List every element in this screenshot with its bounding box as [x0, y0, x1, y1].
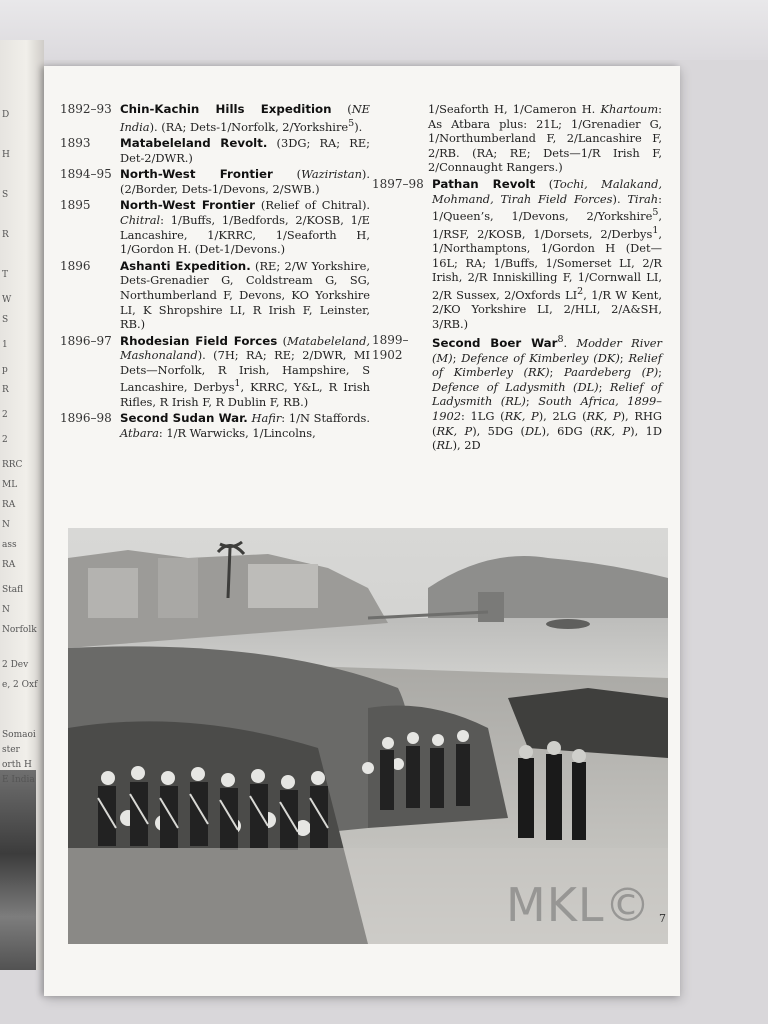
left-page-text-fragment: E India	[2, 775, 35, 785]
entry-title: Chin-Kachin Hills Expedition	[120, 102, 332, 116]
entry-body: Chin-Kachin Hills Expedition (NE India). (RA; Dets-1/Norfolk, 2/Yorkshire$^5$).	[120, 102, 370, 134]
left-page-text-fragment: R	[2, 230, 9, 240]
entry-year: 1897–98	[372, 176, 424, 191]
entry-pathan	[372, 177, 662, 331]
entry-year: 1892–93	[60, 102, 112, 116]
entry-body: Rhodesian Field Forces (Matabeleland, Mashonaland). (7H; RA; RE; 2/DWR, MI Dets—Norfolk, R Irish, Hampshire, S Lancashire, Derbys$^1$, KRRC, Y&L, R Irish Rifles, R Irish F, R Dublin F, RB.)	[120, 333, 370, 409]
entry-year: 1893	[60, 135, 91, 150]
left-page-edge	[0, 40, 44, 970]
background	[0, 0, 768, 60]
entry-rhodesian	[60, 334, 370, 410]
left-page-text-fragment: ML	[2, 480, 18, 490]
entry-title: Second Sudan War.	[120, 411, 248, 426]
entry-body: Second Sudan War. Hafir: 1/N Staffords. Atbara: 1/R Warwicks, 1/Lincolns,	[120, 411, 370, 441]
left-page-text-fragment: RA	[2, 560, 16, 570]
entry-body: Ashanti Expedition. (RE; 2/W Yorkshire, Dets-Grenadier G, Coldstream G, SG, Northumberland F, Devons, KO Yorkshire LI, K Shropshire LI, R Irish F, Leinster, RB.)	[120, 258, 371, 332]
left-page-text-fragment: e, 2 Oxf	[2, 680, 38, 690]
entry-body: North-West Frontier (Waziristan). (2/Border, Dets-1/Devons, 2/SWB.)	[120, 167, 370, 196]
left-page-text-fragment: N	[2, 520, 10, 530]
left-page-text-fragment: Norfolk	[2, 625, 37, 635]
left-page-text-fragment: p	[2, 365, 8, 375]
left-page-text-fragment: ass	[2, 540, 17, 550]
entry-matabeleland	[60, 136, 370, 165]
left-page-text-fragment: ster	[2, 745, 20, 755]
entry-year: 1896	[60, 258, 91, 273]
left-page-text-fragment: 2 Dev	[2, 660, 29, 670]
entry-chin-kachin	[60, 102, 370, 134]
sudan-continuation: 1/Seaforth H, 1/Cameron H. Khartoum: As Atbara plus: 21L; 1/Grenadier G, 1/Northumberland F, 2/Lancashire F, 2/RB. (RA; RE; Dets—1/R Irish F, 2/Connaught Rangers.)	[428, 102, 662, 175]
entry-boer-war	[372, 333, 662, 453]
left-page-text-fragment: 2	[2, 410, 8, 420]
book-page	[44, 66, 680, 996]
entry-year: 1895	[60, 198, 91, 213]
left-page-text-fragment: R	[2, 385, 9, 395]
entry-nwf-1894	[60, 167, 370, 196]
page-number: 7	[659, 912, 666, 925]
left-page-text-fragment: T	[2, 270, 9, 280]
left-page-text-fragment: 1	[2, 340, 8, 350]
left-page-text-fragment: RRC	[2, 460, 23, 470]
entry-title: Rhodesian Field Forces	[120, 333, 278, 348]
left-page-text-fragment: D	[2, 110, 10, 120]
entry-ashanti	[60, 259, 370, 332]
left-page-photo-fragment	[0, 770, 36, 970]
entry-title: Second Boer War	[432, 336, 558, 351]
entry-body: North-West Frontier (Relief of Chitral). Chitral: 1/Buffs, 1/Bedfords, 2/KOSB, 1/E Lancashire, 1/KRRC, 1/Seaforth H, 1/Gordon H. (Det-1/Devons.)	[120, 198, 371, 257]
left-page-text-fragment: orth H	[2, 760, 32, 770]
entry-title: Matabeleland Revolt.	[120, 135, 268, 150]
left-page-text-fragment: W	[2, 295, 12, 305]
entry-nwf-1895	[60, 198, 370, 256]
entry-year: 1896–97	[60, 333, 112, 348]
watermark: MKL©	[506, 878, 652, 932]
entry-body: Pathan Revolt (Tochi, Malakand, Mohmand, Tirah Field Forces). Tirah: 1/Queen’s, 1/Devons, 2/Yorkshire$^5$, 1/RSF, 2/KOSB, 1/Dorsets, 2/Derbys$^1$, 1/Northamptons, 1/Gordon H (Det—16L; RA; 1/Buffs, 1/Somerset LI, 2/R Irish, 2/R Inniskilling F, 1/Cornwall LI, 2/R Sussex, 2/Oxfords $LI^2$, 1/R W Kent, 2/KO Yorkshire LI, 2/HLI, 2/A&SH, 3/RB.)	[432, 176, 662, 331]
left-page-text-fragment: N	[2, 605, 10, 615]
entry-year: 1896–98	[60, 411, 112, 426]
left-page-text-fragment: RA	[2, 500, 16, 510]
left-page-text-fragment: 2	[2, 435, 8, 445]
entry-title: North-West Frontier	[120, 167, 273, 182]
left-page-text-fragment: Stafl	[2, 585, 24, 595]
left-page-text-fragment: S	[2, 315, 9, 325]
entry-body: Second Boer War$^8$. Modder River (M); Defence of Kimberley (DK); Relief of Kimberley (RK); Paardeberg (P); Defence of Ladysmith (DL); Relief of Ladysmith (RL); South Africa, 1899–1902: 1LG (RK, P), 2LG (RK, P), RHG (RK, P), 5DG (DL), 6DG (RK, P), 1D (RL), 2D	[432, 334, 663, 453]
entry-year: 1894–95	[60, 167, 112, 182]
left-page-text-fragment: Somaoi	[2, 730, 36, 740]
entry-title: North-West Frontier	[120, 198, 255, 213]
left-page-text-fragment: H	[2, 150, 10, 160]
entry-year: 1899–1902	[372, 333, 409, 362]
right-column	[372, 102, 662, 455]
left-column	[60, 102, 370, 443]
entry-body: Matabeleland Revolt. (3DG; RA; RE; Det-2/DWR.)	[120, 135, 370, 165]
left-page-text-fragment: S	[2, 190, 9, 200]
entry-title: Pathan Revolt	[432, 176, 536, 191]
entry-title: Ashanti Expedition.	[120, 258, 251, 273]
entry-sudan	[60, 411, 370, 440]
